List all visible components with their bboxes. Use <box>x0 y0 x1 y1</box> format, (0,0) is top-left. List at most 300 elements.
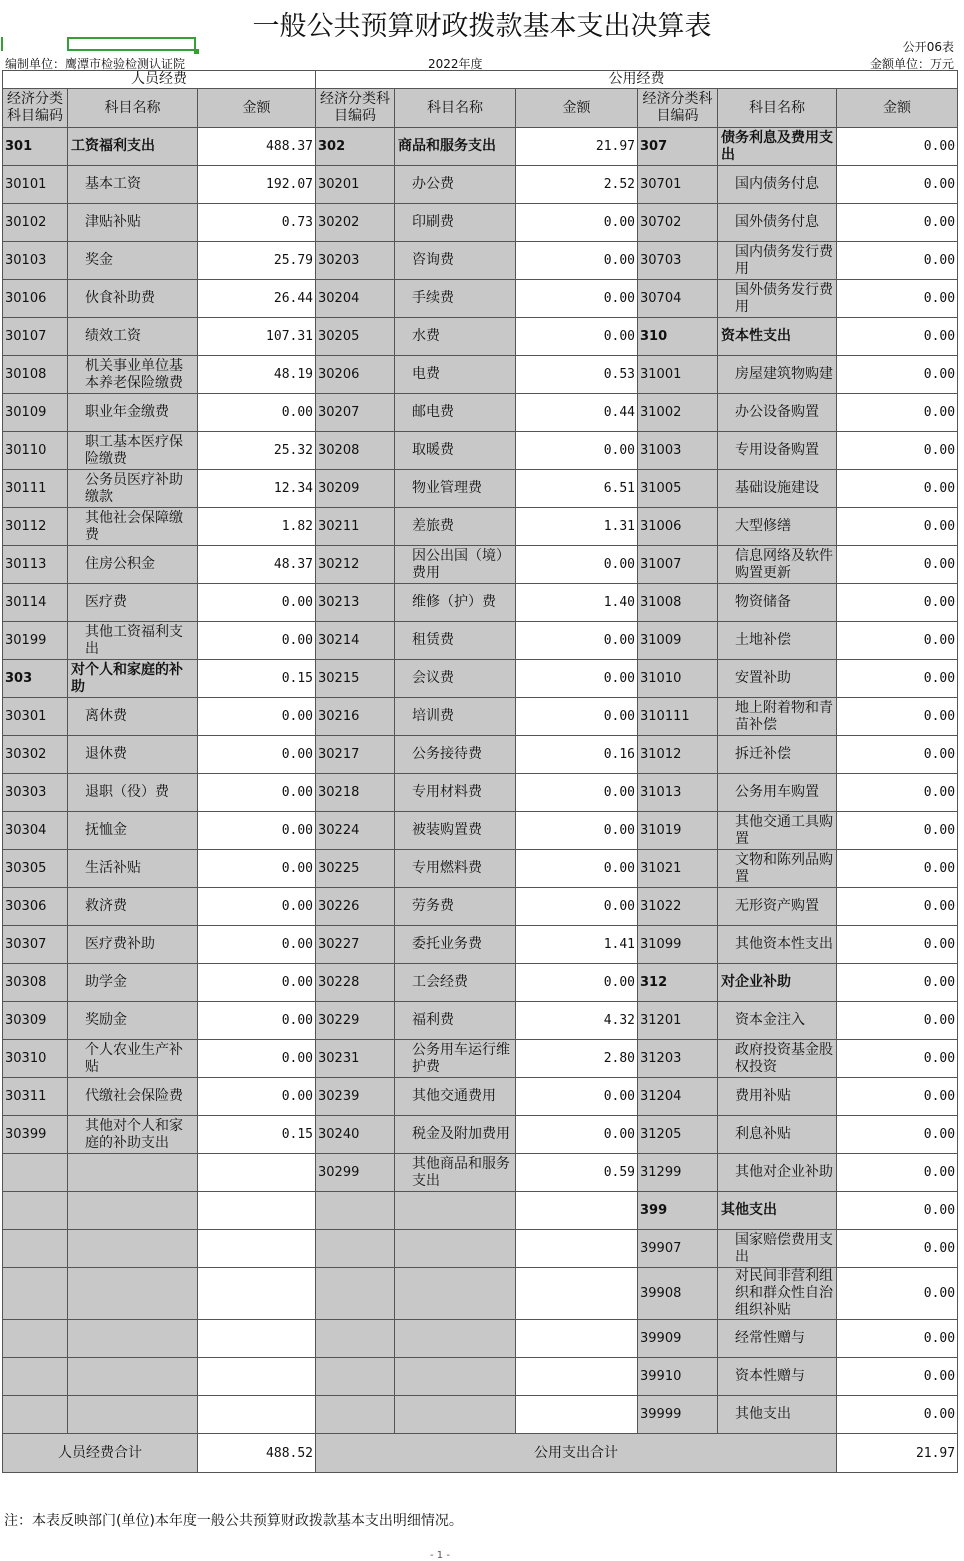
cell-code[interactable]: 30304 <box>3 812 68 850</box>
cell-amount[interactable]: 0.00 <box>198 698 316 736</box>
cell-code[interactable]: 31012 <box>638 736 718 774</box>
cell-amount[interactable]: 0.73 <box>198 204 316 242</box>
cell-amount[interactable]: 26.44 <box>198 280 316 318</box>
cell-code[interactable] <box>3 1192 68 1230</box>
cell-code[interactable]: 399 <box>638 1192 718 1230</box>
cell-name[interactable] <box>68 1396 198 1434</box>
cell-amount[interactable]: 0.00 <box>516 774 638 812</box>
cell-code[interactable]: 30112 <box>3 508 68 546</box>
cell-name[interactable] <box>395 1192 516 1230</box>
cell-amount[interactable]: 0.00 <box>198 622 316 660</box>
cell-code[interactable]: 30208 <box>316 432 395 470</box>
cell-name[interactable] <box>395 850 516 888</box>
cell-amount[interactable]: 0.44 <box>516 394 638 432</box>
cell-amount[interactable]: 0.00 <box>198 1040 316 1078</box>
cell-code[interactable]: 30211 <box>316 508 395 546</box>
cell-name[interactable]: 债务利息及费用支出 <box>718 128 837 166</box>
cell-amount[interactable]: 0.00 <box>837 1040 958 1078</box>
cell-code[interactable] <box>3 1154 68 1192</box>
cell-code[interactable]: 30306 <box>3 888 68 926</box>
cell-name[interactable] <box>68 1268 198 1320</box>
cell-name[interactable] <box>68 1116 198 1154</box>
cell-name[interactable] <box>718 698 837 736</box>
cell-amount[interactable]: 0.00 <box>198 1002 316 1040</box>
cell-amount[interactable]: 192.07 <box>198 166 316 204</box>
cell-amount[interactable]: 0.00 <box>837 1154 958 1192</box>
cell-amount[interactable]: 0.00 <box>837 926 958 964</box>
cell-code[interactable]: 31006 <box>638 508 718 546</box>
cell-amount[interactable]: 0.16 <box>516 736 638 774</box>
cell-code[interactable]: 30302 <box>3 736 68 774</box>
cell-code[interactable]: 30305 <box>3 850 68 888</box>
cell-amount[interactable]: 0.00 <box>198 926 316 964</box>
cell-amount[interactable]: 1.40 <box>516 584 638 622</box>
cell-code[interactable]: 39908 <box>638 1268 718 1320</box>
cell-amount[interactable]: 0.00 <box>198 1078 316 1116</box>
cell-amount[interactable]: 0.00 <box>516 242 638 280</box>
cell-name[interactable] <box>395 204 516 242</box>
cell-amount[interactable]: 0.00 <box>837 812 958 850</box>
cell-name[interactable] <box>718 508 837 546</box>
cell-amount[interactable]: 1.31 <box>516 508 638 546</box>
cell-name[interactable] <box>68 812 198 850</box>
cell-code[interactable]: 30107 <box>3 318 68 356</box>
cell-name[interactable] <box>395 1320 516 1358</box>
cell-amount[interactable]: 0.00 <box>837 1358 958 1396</box>
cell-amount[interactable]: 0.15 <box>198 1116 316 1154</box>
cell-amount[interactable]: 0.00 <box>837 888 958 926</box>
cell-amount[interactable]: 0.59 <box>516 1154 638 1192</box>
cell-code[interactable]: 30201 <box>316 166 395 204</box>
cell-amount[interactable]: 0.00 <box>516 318 638 356</box>
cell-amount[interactable]: 0.00 <box>837 1396 958 1434</box>
cell-amount[interactable]: 0.00 <box>837 204 958 242</box>
cell-name[interactable]: 对个人和家庭的补助 <box>68 660 198 698</box>
cell-amount[interactable]: 0.00 <box>516 622 638 660</box>
cell-code[interactable]: 31019 <box>638 812 718 850</box>
cell-amount[interactable]: 0.00 <box>837 964 958 1002</box>
cell-code[interactable]: 312 <box>638 964 718 1002</box>
cell-amount[interactable]: 0.00 <box>198 812 316 850</box>
cell-amount[interactable]: 0.00 <box>837 1078 958 1116</box>
cell-name[interactable] <box>395 280 516 318</box>
cell-code[interactable] <box>3 1230 68 1268</box>
cell-code[interactable]: 30214 <box>316 622 395 660</box>
cell-code[interactable] <box>3 1320 68 1358</box>
cell-amount[interactable]: 0.00 <box>516 204 638 242</box>
cell-code[interactable]: 303 <box>3 660 68 698</box>
cell-name[interactable] <box>395 394 516 432</box>
cell-name[interactable]: 工资福利支出 <box>68 128 198 166</box>
cell-code[interactable]: 31005 <box>638 470 718 508</box>
cell-amount[interactable] <box>198 1358 316 1396</box>
cell-amount[interactable]: 0.00 <box>198 850 316 888</box>
cell-code[interactable]: 30301 <box>3 698 68 736</box>
cell-amount[interactable]: 0.00 <box>198 394 316 432</box>
cell-name[interactable] <box>395 508 516 546</box>
cell-code[interactable]: 30217 <box>316 736 395 774</box>
cell-code[interactable]: 31003 <box>638 432 718 470</box>
cell-amount[interactable]: 21.97 <box>516 128 638 166</box>
fill-handle[interactable] <box>194 49 199 54</box>
cell-amount[interactable]: 0.00 <box>837 660 958 698</box>
cell-code[interactable]: 31204 <box>638 1078 718 1116</box>
cell-name[interactable] <box>68 1154 198 1192</box>
cell-name[interactable] <box>718 1116 837 1154</box>
cell-code[interactable]: 31201 <box>638 1002 718 1040</box>
cell-code[interactable]: 30108 <box>3 356 68 394</box>
cell-amount[interactable] <box>198 1396 316 1434</box>
cell-code[interactable]: 30202 <box>316 204 395 242</box>
cell-code[interactable]: 30704 <box>638 280 718 318</box>
cell-code[interactable]: 31099 <box>638 926 718 964</box>
cell-name[interactable] <box>68 1002 198 1040</box>
cell-name[interactable] <box>718 660 837 698</box>
cell-code[interactable]: 30207 <box>316 394 395 432</box>
cell-amount[interactable]: 0.00 <box>516 546 638 584</box>
cell-name[interactable] <box>718 1268 837 1320</box>
cell-code[interactable]: 30701 <box>638 166 718 204</box>
cell-amount[interactable]: 2.52 <box>516 166 638 204</box>
cell-name[interactable] <box>68 888 198 926</box>
cell-code[interactable]: 31021 <box>638 850 718 888</box>
cell-code[interactable]: 30227 <box>316 926 395 964</box>
cell-code[interactable]: 31002 <box>638 394 718 432</box>
cell-amount[interactable]: 0.00 <box>516 698 638 736</box>
cell-name[interactable] <box>395 926 516 964</box>
cell-name[interactable] <box>395 584 516 622</box>
cell-amount[interactable]: 0.00 <box>198 584 316 622</box>
cell-code[interactable]: 301 <box>3 128 68 166</box>
cell-name[interactable] <box>395 1116 516 1154</box>
cell-code[interactable]: 30203 <box>316 242 395 280</box>
cell-code[interactable]: 30205 <box>316 318 395 356</box>
cell-name[interactable] <box>68 622 198 660</box>
cell-code[interactable]: 30113 <box>3 546 68 584</box>
cell-code[interactable]: 30111 <box>3 470 68 508</box>
cell-amount[interactable]: 0.00 <box>837 242 958 280</box>
cell-amount[interactable]: 0.00 <box>837 318 958 356</box>
cell-name[interactable] <box>68 356 198 394</box>
cell-name[interactable] <box>395 432 516 470</box>
cell-code[interactable]: 30114 <box>3 584 68 622</box>
cell-code[interactable] <box>316 1358 395 1396</box>
cell-amount[interactable]: 0.00 <box>837 280 958 318</box>
cell-amount[interactable]: 0.00 <box>516 964 638 1002</box>
cell-code[interactable]: 39910 <box>638 1358 718 1396</box>
cell-name[interactable] <box>718 1078 837 1116</box>
cell-name[interactable] <box>68 1320 198 1358</box>
cell-code[interactable]: 30109 <box>3 394 68 432</box>
cell-code[interactable]: 31299 <box>638 1154 718 1192</box>
cell-name[interactable] <box>395 242 516 280</box>
cell-amount[interactable]: 0.00 <box>837 774 958 812</box>
cell-code[interactable] <box>316 1320 395 1358</box>
cell-name[interactable] <box>718 1320 837 1358</box>
cell-name[interactable] <box>395 774 516 812</box>
cell-name[interactable] <box>68 1192 198 1230</box>
cell-amount[interactable]: 0.00 <box>837 128 958 166</box>
cell-amount[interactable]: 0.00 <box>516 1078 638 1116</box>
cell-name[interactable] <box>718 242 837 280</box>
cell-name[interactable] <box>718 1358 837 1396</box>
cell-amount[interactable]: 0.00 <box>516 888 638 926</box>
cell-amount[interactable] <box>198 1320 316 1358</box>
cell-amount[interactable]: 0.00 <box>837 1320 958 1358</box>
cell-code[interactable]: 30224 <box>316 812 395 850</box>
cell-code[interactable]: 307 <box>638 128 718 166</box>
cell-amount[interactable]: 0.00 <box>837 432 958 470</box>
cell-amount[interactable] <box>516 1358 638 1396</box>
cell-name[interactable] <box>718 1002 837 1040</box>
cell-code[interactable]: 39909 <box>638 1320 718 1358</box>
cell-name[interactable]: 商品和服务支出 <box>395 128 516 166</box>
cell-amount[interactable]: 0.00 <box>198 736 316 774</box>
cell-amount[interactable]: 48.19 <box>198 356 316 394</box>
cell-code[interactable]: 30310 <box>3 1040 68 1078</box>
cell-code[interactable]: 30399 <box>3 1116 68 1154</box>
cell-amount[interactable]: 0.00 <box>837 1116 958 1154</box>
cell-name[interactable] <box>718 584 837 622</box>
cell-code[interactable]: 30309 <box>3 1002 68 1040</box>
cell-name[interactable] <box>718 736 837 774</box>
cell-name[interactable] <box>718 622 837 660</box>
cell-code[interactable]: 30102 <box>3 204 68 242</box>
cell-name[interactable] <box>68 698 198 736</box>
cell-code[interactable]: 30303 <box>3 774 68 812</box>
cell-amount[interactable]: 0.00 <box>837 508 958 546</box>
cell-name[interactable] <box>68 508 198 546</box>
cell-name[interactable] <box>718 1396 837 1434</box>
cell-name[interactable] <box>718 812 837 850</box>
cell-name[interactable] <box>68 850 198 888</box>
cell-name[interactable] <box>68 584 198 622</box>
cell-code[interactable]: 30215 <box>316 660 395 698</box>
cell-name[interactable] <box>395 1358 516 1396</box>
cell-name[interactable] <box>718 356 837 394</box>
cell-name[interactable] <box>395 1230 516 1268</box>
cell-name[interactable]: 资本性支出 <box>718 318 837 356</box>
cell-name[interactable] <box>718 166 837 204</box>
cell-name[interactable] <box>68 1358 198 1396</box>
cell-name[interactable] <box>68 242 198 280</box>
cell-code[interactable]: 30218 <box>316 774 395 812</box>
cell-name[interactable] <box>68 470 198 508</box>
cell-code[interactable]: 30307 <box>3 926 68 964</box>
cell-code[interactable]: 302 <box>316 128 395 166</box>
cell-name[interactable] <box>395 356 516 394</box>
cell-name[interactable] <box>68 926 198 964</box>
cell-amount[interactable]: 48.37 <box>198 546 316 584</box>
cell-code[interactable]: 30106 <box>3 280 68 318</box>
cell-amount[interactable]: 6.51 <box>516 470 638 508</box>
cell-code[interactable]: 31008 <box>638 584 718 622</box>
cell-code[interactable]: 30239 <box>316 1078 395 1116</box>
cell-code[interactable] <box>316 1396 395 1434</box>
cell-code[interactable]: 30209 <box>316 470 395 508</box>
cell-amount[interactable]: 0.00 <box>516 660 638 698</box>
cell-name[interactable] <box>68 318 198 356</box>
cell-code[interactable]: 30231 <box>316 1040 395 1078</box>
cell-code[interactable]: 310 <box>638 318 718 356</box>
cell-amount[interactable]: 0.00 <box>837 1002 958 1040</box>
cell-amount[interactable]: 0.15 <box>198 660 316 698</box>
cell-amount[interactable]: 0.00 <box>198 774 316 812</box>
cell-amount[interactable] <box>516 1230 638 1268</box>
cell-name[interactable] <box>68 1040 198 1078</box>
cell-amount[interactable]: 2.80 <box>516 1040 638 1078</box>
cell-name[interactable] <box>68 774 198 812</box>
cell-code[interactable]: 30110 <box>3 432 68 470</box>
cell-code[interactable]: 30308 <box>3 964 68 1002</box>
cell-code[interactable] <box>316 1230 395 1268</box>
cell-amount[interactable]: 1.41 <box>516 926 638 964</box>
cell-name[interactable] <box>718 432 837 470</box>
cell-name[interactable] <box>395 470 516 508</box>
cell-amount[interactable]: 0.00 <box>837 850 958 888</box>
cell-name[interactable] <box>68 394 198 432</box>
cell-name[interactable] <box>718 546 837 584</box>
cell-name[interactable] <box>68 736 198 774</box>
cell-amount[interactable]: 0.00 <box>837 1268 958 1320</box>
cell-amount[interactable]: 0.00 <box>837 1192 958 1230</box>
cell-code[interactable] <box>316 1192 395 1230</box>
cell-name[interactable] <box>395 1078 516 1116</box>
cell-code[interactable]: 30213 <box>316 584 395 622</box>
cell-amount[interactable]: 25.32 <box>198 432 316 470</box>
cell-name[interactable] <box>68 1078 198 1116</box>
cell-code[interactable]: 30199 <box>3 622 68 660</box>
cell-name[interactable] <box>395 698 516 736</box>
cell-name[interactable]: 其他支出 <box>718 1192 837 1230</box>
cell-amount[interactable]: 0.00 <box>837 736 958 774</box>
cell-amount[interactable]: 25.79 <box>198 242 316 280</box>
cell-name[interactable] <box>68 166 198 204</box>
cell-name[interactable] <box>395 1154 516 1192</box>
cell-amount[interactable] <box>198 1230 316 1268</box>
cell-name[interactable] <box>718 394 837 432</box>
cell-code[interactable]: 30204 <box>316 280 395 318</box>
cell-code[interactable]: 30228 <box>316 964 395 1002</box>
cell-amount[interactable]: 0.00 <box>837 356 958 394</box>
cell-name[interactable] <box>395 318 516 356</box>
cell-name[interactable] <box>395 888 516 926</box>
cell-name[interactable] <box>395 1396 516 1434</box>
cell-code[interactable]: 30216 <box>316 698 395 736</box>
cell-name[interactable] <box>718 1154 837 1192</box>
cell-amount[interactable]: 0.00 <box>837 166 958 204</box>
cell-amount[interactable] <box>198 1268 316 1320</box>
cell-amount[interactable]: 0.00 <box>516 850 638 888</box>
cell-code[interactable]: 31007 <box>638 546 718 584</box>
cell-name[interactable] <box>718 888 837 926</box>
cell-name[interactable] <box>718 926 837 964</box>
cell-code[interactable] <box>3 1268 68 1320</box>
cell-name[interactable] <box>718 280 837 318</box>
cell-name[interactable] <box>395 166 516 204</box>
cell-code[interactable]: 30240 <box>316 1116 395 1154</box>
cell-name[interactable] <box>68 432 198 470</box>
cell-name[interactable] <box>718 204 837 242</box>
cell-amount[interactable]: 0.00 <box>837 394 958 432</box>
cell-code[interactable]: 30101 <box>3 166 68 204</box>
cell-code[interactable]: 30703 <box>638 242 718 280</box>
cell-code[interactable]: 31010 <box>638 660 718 698</box>
cell-amount[interactable]: 0.00 <box>837 1230 958 1268</box>
cell-code[interactable]: 30225 <box>316 850 395 888</box>
cell-amount[interactable]: 488.37 <box>198 128 316 166</box>
cell-name[interactable] <box>68 280 198 318</box>
cell-code[interactable]: 30229 <box>316 1002 395 1040</box>
cell-amount[interactable] <box>198 1154 316 1192</box>
cell-code[interactable]: 30103 <box>3 242 68 280</box>
cell-code[interactable]: 31013 <box>638 774 718 812</box>
cell-code[interactable]: 31009 <box>638 622 718 660</box>
cell-amount[interactable] <box>516 1192 638 1230</box>
cell-amount[interactable] <box>516 1268 638 1320</box>
cell-amount[interactable]: 1.82 <box>198 508 316 546</box>
cell-name[interactable] <box>395 660 516 698</box>
cell-code[interactable] <box>3 1358 68 1396</box>
cell-code[interactable]: 31205 <box>638 1116 718 1154</box>
cell-name[interactable]: 对企业补助 <box>718 964 837 1002</box>
cell-amount[interactable]: 0.00 <box>516 1116 638 1154</box>
cell-code[interactable]: 39907 <box>638 1230 718 1268</box>
cell-amount[interactable]: 0.00 <box>516 432 638 470</box>
cell-name[interactable] <box>718 1230 837 1268</box>
cell-amount[interactable]: 0.00 <box>837 470 958 508</box>
cell-amount[interactable]: 12.34 <box>198 470 316 508</box>
cell-code[interactable]: 30212 <box>316 546 395 584</box>
cell-amount[interactable]: 0.00 <box>837 622 958 660</box>
cell-amount[interactable]: 107.31 <box>198 318 316 356</box>
cell-amount[interactable]: 0.00 <box>516 812 638 850</box>
cell-name[interactable] <box>68 1230 198 1268</box>
cell-code[interactable]: 39999 <box>638 1396 718 1434</box>
cell-name[interactable] <box>68 964 198 1002</box>
cell-amount[interactable]: 0.00 <box>837 698 958 736</box>
cell-code[interactable]: 31001 <box>638 356 718 394</box>
cell-amount[interactable]: 4.32 <box>516 1002 638 1040</box>
cell-name[interactable] <box>718 850 837 888</box>
cell-name[interactable] <box>395 622 516 660</box>
cell-amount[interactable]: 0.00 <box>198 964 316 1002</box>
cell-code[interactable]: 30206 <box>316 356 395 394</box>
cell-amount[interactable]: 0.00 <box>516 280 638 318</box>
cell-amount[interactable]: 0.00 <box>198 888 316 926</box>
cell-code[interactable]: 310111 <box>638 698 718 736</box>
cell-code[interactable]: 31203 <box>638 1040 718 1078</box>
cell-name[interactable] <box>718 470 837 508</box>
cell-amount[interactable]: 0.00 <box>837 584 958 622</box>
cell-code[interactable]: 30226 <box>316 888 395 926</box>
cell-name[interactable] <box>395 546 516 584</box>
cell-name[interactable] <box>395 1268 516 1320</box>
cell-code[interactable] <box>3 1396 68 1434</box>
cell-code[interactable]: 30702 <box>638 204 718 242</box>
cell-name[interactable] <box>68 546 198 584</box>
cell-amount[interactable]: 0.00 <box>837 546 958 584</box>
cell-code[interactable]: 30299 <box>316 1154 395 1192</box>
cell-name[interactable] <box>395 736 516 774</box>
cell-name[interactable] <box>395 964 516 1002</box>
cell-amount[interactable] <box>516 1396 638 1434</box>
cell-code[interactable] <box>316 1268 395 1320</box>
cell-amount[interactable] <box>516 1320 638 1358</box>
cell-name[interactable] <box>395 1040 516 1078</box>
cell-name[interactable] <box>68 204 198 242</box>
cell-name[interactable] <box>718 1040 837 1078</box>
